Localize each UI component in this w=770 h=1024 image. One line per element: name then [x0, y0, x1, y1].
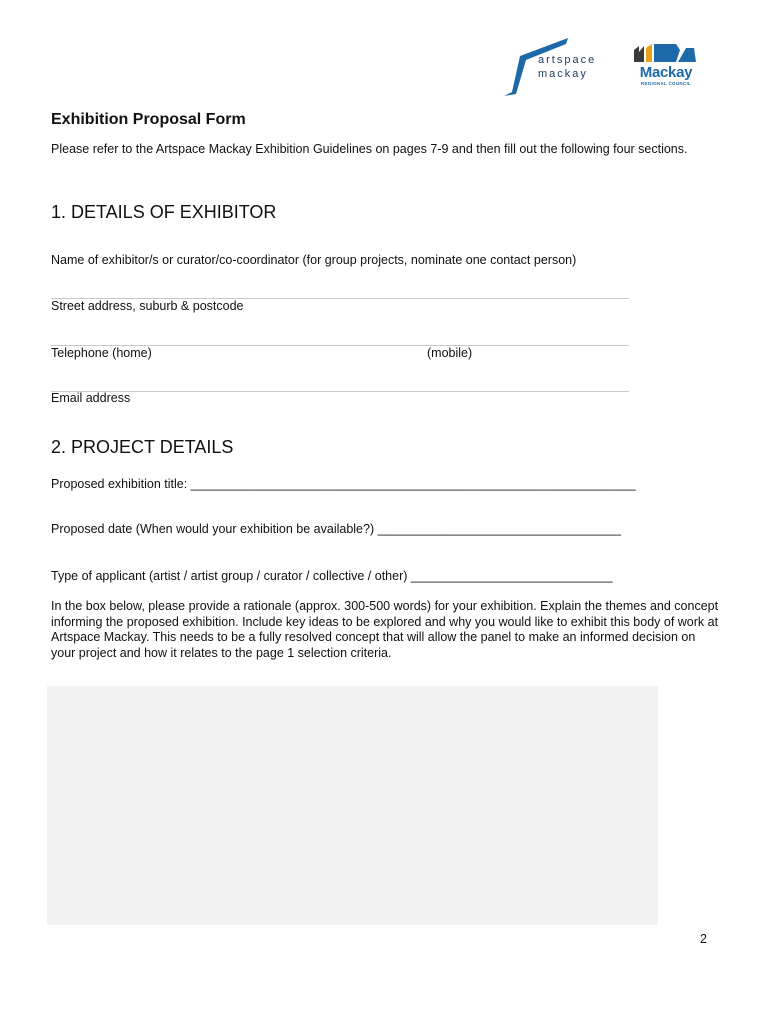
mackay-logo-word: Mackay [639, 64, 693, 81]
artspace-logo-line1: artspace [538, 54, 597, 66]
exhibitor-name-label: Name of exhibitor/s or curator/co-coordinator (for group projects, nominate one contact person) [51, 253, 577, 267]
rationale-instructions: In the box below, please provide a rationale (approx. 300-500 words) for your exhibition. Explain the themes and concept informing the proposed exhibition. Include key ideas to be explored and why you would like to exhibit this body of work at Artspace Mackay. This needs to be a fully resolved concept that will allow the panel to make an informed decision on your project and how it relates to the page 1 selection criteria. [51, 599, 719, 660]
artspace-mackay-logo [498, 36, 608, 98]
page-number: 2 [700, 932, 707, 946]
applicant-type-field[interactable]: Type of applicant (artist / artist group / curator / collective / other) _____________________________ [51, 569, 613, 583]
mackay-skyline-icon [630, 42, 702, 64]
telephone-home-label: Telephone (home) [51, 346, 152, 360]
email-field-line[interactable] [51, 391, 629, 392]
section2-heading: 2. PROJECT DETAILS [51, 437, 234, 457]
email-label: Email address [51, 391, 131, 405]
section1-heading: 1. DETAILS OF EXHIBITOR [51, 202, 277, 222]
address-label: Street address, suburb & postcode [51, 299, 244, 313]
proposed-date-field[interactable]: Proposed date (When would your exhibition be available?) ___________________________________ [51, 522, 621, 536]
rationale-text-box[interactable] [47, 686, 658, 925]
form-title: Exhibition Proposal Form [51, 111, 246, 128]
mackay-logo-subtitle: REGIONAL COUNCIL [640, 81, 692, 86]
exhibition-title-field[interactable]: Proposed exhibition title: ________________________________________________________________ [51, 477, 636, 491]
telephone-mobile-label: (mobile) [427, 346, 473, 360]
artspace-swoosh-icon [498, 36, 608, 98]
form-intro: Please refer to the Artspace Mackay Exhibition Guidelines on pages 7-9 and then fill out the following four sections. [51, 142, 688, 156]
artspace-logo-line2: mackay [538, 68, 588, 80]
mackay-council-logo [630, 42, 702, 88]
